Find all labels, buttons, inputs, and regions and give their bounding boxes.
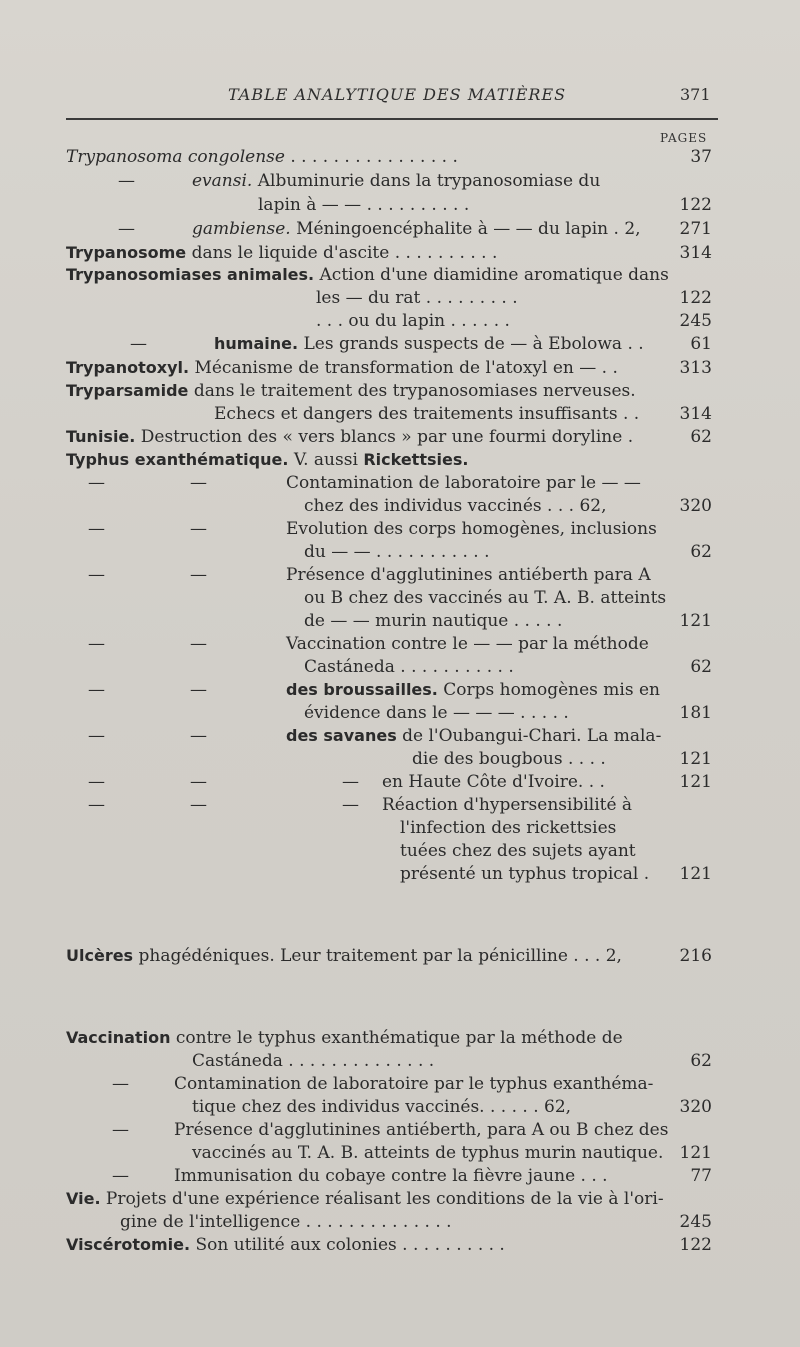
- entry-term: gambiense.: [192, 219, 291, 239]
- index-entry: [66, 1027, 623, 1049]
- entry-term: Vie.: [66, 1189, 101, 1208]
- entry-text: Projets d'une expérience réalisant les conditions de la vie à l'ori-: [105, 1189, 664, 1209]
- entry-text: Contamination de laboratoire par le typhus exanthéma-: [174, 1074, 654, 1094]
- page-ref: 61: [690, 334, 712, 354]
- page-ref: 121: [679, 611, 712, 631]
- entry-continuation: les — du rat . . . . . . . . .: [316, 288, 518, 308]
- index-entry: [66, 1188, 664, 1210]
- ditto-dash: —: [88, 772, 105, 792]
- ditto-dash: —: [130, 334, 147, 354]
- entry-text: dans le traitement des trypanosomiases nerveuses.: [193, 381, 636, 401]
- ditto-dash: —: [112, 1166, 129, 1186]
- entry-continuation: l'infection des rickettsies: [400, 818, 617, 838]
- index-entry: [66, 426, 633, 448]
- index-entry: [66, 264, 669, 286]
- index-entry: [66, 449, 468, 471]
- entry-text: dans le liquide d'ascite . . . . . . . . . .: [191, 243, 498, 263]
- ditto-dash: —: [190, 726, 207, 746]
- page-ref: 122: [679, 1235, 712, 1255]
- page-ref: 245: [679, 1212, 712, 1232]
- ditto-dash: —: [88, 473, 105, 493]
- entry-continuation: tique chez des individus vaccinés. . . . . . 62,: [192, 1097, 572, 1117]
- entry-term: Tunisie.: [66, 427, 136, 446]
- index-entry: [66, 380, 636, 402]
- entry-text: Evolution des corps homogènes, inclusions: [286, 519, 657, 539]
- entry-continuation: Castáneda . . . . . . . . . . .: [304, 657, 514, 677]
- entry-text: Mécanisme de transformation de l'atoxyl en — . .: [194, 358, 618, 378]
- ditto-dash: —: [190, 473, 207, 493]
- entry-text: en Haute Côte d'Ivoire. . .: [382, 772, 605, 792]
- entry-term: Tryparsamide: [66, 381, 189, 400]
- ditto-dash: —: [190, 795, 207, 815]
- ditto-dash: —: [190, 519, 207, 539]
- ditto-dash: —: [118, 171, 135, 191]
- ditto-dash: —: [88, 795, 105, 815]
- index-entry: [66, 1234, 505, 1256]
- entry-text: V. aussi: [293, 450, 358, 470]
- entry-term: Trypanosoma congolense: [66, 147, 285, 167]
- entry-text: Immunisation du cobaye contre la fièvre jaune . . .: [174, 1166, 608, 1186]
- page-ref: 62: [690, 657, 712, 677]
- entry-text: Corps homogènes mis en: [443, 680, 660, 700]
- page-ref: 122: [679, 195, 712, 215]
- index-entry: [66, 945, 622, 967]
- running-title: TABLE ANALYTIQUE DES MATIÈRES: [228, 85, 567, 104]
- ditto-dash: —: [190, 565, 207, 585]
- entry-continuation: présenté un typhus tropical .: [400, 864, 650, 884]
- entry-text: Présence d'agglutinines antiéberth para A: [286, 565, 651, 585]
- index-entry: [66, 146, 458, 168]
- entry-term: Trypanosome: [66, 243, 187, 262]
- ditto-dash: —: [88, 726, 105, 746]
- entry-term: des broussailles.: [286, 680, 438, 699]
- ditto-dash: —: [112, 1120, 129, 1140]
- entry-continuation: vaccinés au T. A. B. atteints de typhus murin nautique.: [192, 1143, 664, 1163]
- ditto-dash: —: [190, 772, 207, 792]
- entry-term: Ulcères: [66, 946, 134, 965]
- entry-continuation: gine de l'intelligence . . . . . . . . . . . . . .: [120, 1212, 452, 1232]
- entry-term: Viscérotomie.: [66, 1235, 191, 1254]
- ditto-dash: —: [88, 680, 105, 700]
- ditto-dash: —: [342, 772, 359, 792]
- index-entry: [286, 725, 661, 747]
- entry-term: Vaccination: [66, 1028, 171, 1047]
- ditto-dash: —: [88, 565, 105, 585]
- page-ref: 320: [679, 1097, 712, 1117]
- index-entry: [286, 679, 660, 701]
- entry-text: Albuminurie dans la trypanosomiase du: [257, 171, 601, 191]
- page-ref: 122: [679, 288, 712, 308]
- page-ref: 121: [679, 749, 712, 769]
- entry-continuation: Echecs et dangers des traitements insuffisants . .: [214, 404, 640, 424]
- entry-continuation: de — — murin nautique . . . . .: [304, 611, 563, 631]
- entry-text: Destruction des « vers blancs » par une fourmi doryline .: [140, 427, 634, 447]
- ditto-dash: —: [190, 634, 207, 654]
- entry-text: de l'Oubangui-Chari. La mala-: [402, 726, 662, 746]
- entry-term: humaine.: [214, 334, 299, 353]
- ditto-dash: —: [190, 680, 207, 700]
- index-entry: [66, 242, 497, 264]
- entry-continuation: du — — . . . . . . . . . . .: [304, 542, 490, 562]
- page-ref: 320: [679, 496, 712, 516]
- page-ref: 245: [679, 311, 712, 331]
- index-entry: [192, 218, 641, 240]
- entry-text: phagédéniques. Leur traitement par la pénicilline . . . 2,: [138, 946, 622, 966]
- page-ref: 77: [690, 1166, 712, 1186]
- page-ref: 314: [679, 404, 712, 424]
- page-ref: 37: [690, 147, 712, 167]
- ditto-dash: —: [112, 1074, 129, 1094]
- entry-continuation: évidence dans le — — — . . . . .: [304, 703, 569, 723]
- page-ref: 216: [679, 946, 712, 966]
- entry-continuation: Castáneda . . . . . . . . . . . . . .: [192, 1051, 435, 1071]
- entry-term: des savanes: [286, 726, 397, 745]
- entry-text: Présence d'agglutinines antiéberth, para A ou B chez des: [174, 1120, 669, 1140]
- index-entry: [192, 170, 600, 192]
- header-rule: [66, 118, 718, 120]
- index-entry: [66, 357, 618, 379]
- page-ref: 271: [679, 219, 712, 239]
- entry-text: Réaction d'hypersensibilité à: [382, 795, 633, 815]
- page-number: 371: [680, 85, 711, 104]
- page-ref: 181: [679, 703, 712, 723]
- entry-text: Son utilité aux colonies . . . . . . . . . .: [195, 1235, 505, 1255]
- entry-continuation: chez des individus vaccinés . . . 62,: [304, 496, 607, 516]
- page-ref: 314: [679, 243, 712, 263]
- entry-text: Méningoencéphalite à — — du lapin . 2,: [296, 219, 641, 239]
- entry-continuation: tuées chez des sujets ayant: [400, 841, 636, 861]
- page-ref: 62: [690, 427, 712, 447]
- page-ref: 313: [679, 358, 712, 378]
- page-ref: 62: [690, 1051, 712, 1071]
- pages-column-label: PAGES: [660, 131, 708, 145]
- ditto-dash: —: [118, 219, 135, 239]
- entry-continuation: die des bougbous . . . .: [412, 749, 606, 769]
- entry-term: Trypanosomiases animales.: [66, 265, 315, 284]
- page-ref: 62: [690, 542, 712, 562]
- entry-text: Contamination de laboratoire par le — —: [286, 473, 641, 493]
- ditto-dash: —: [88, 634, 105, 654]
- index-entry: [214, 333, 644, 355]
- entry-term: evansi.: [192, 171, 253, 191]
- page-ref: 121: [679, 772, 712, 792]
- entry-continuation: ou B chez des vaccinés au T. A. B. atteints: [304, 588, 667, 608]
- entry-text: Les grands suspects de — à Ebolowa . .: [303, 334, 644, 354]
- entry-continuation: . . . ou du lapin . . . . . .: [316, 311, 510, 331]
- entry-text: Vaccination contre le — — par la méthode: [286, 634, 649, 654]
- page-ref: 121: [679, 1143, 712, 1163]
- entry-text: Action d'une diamidine aromatique dans: [319, 265, 669, 285]
- ditto-dash: —: [342, 795, 359, 815]
- leader-dots: . . . . . . . . . . . . . . . .: [290, 147, 458, 167]
- entry-term: Typhus exanthématique.: [66, 450, 289, 469]
- page-ref: 121: [679, 864, 712, 884]
- entry-term: Trypanotoxyl.: [66, 358, 190, 377]
- cross-ref-term: Rickettsies.: [363, 450, 469, 469]
- entry-continuation: lapin à — — . . . . . . . . . .: [258, 195, 470, 215]
- entry-text: contre le typhus exanthématique par la méthode de: [175, 1028, 623, 1048]
- ditto-dash: —: [88, 519, 105, 539]
